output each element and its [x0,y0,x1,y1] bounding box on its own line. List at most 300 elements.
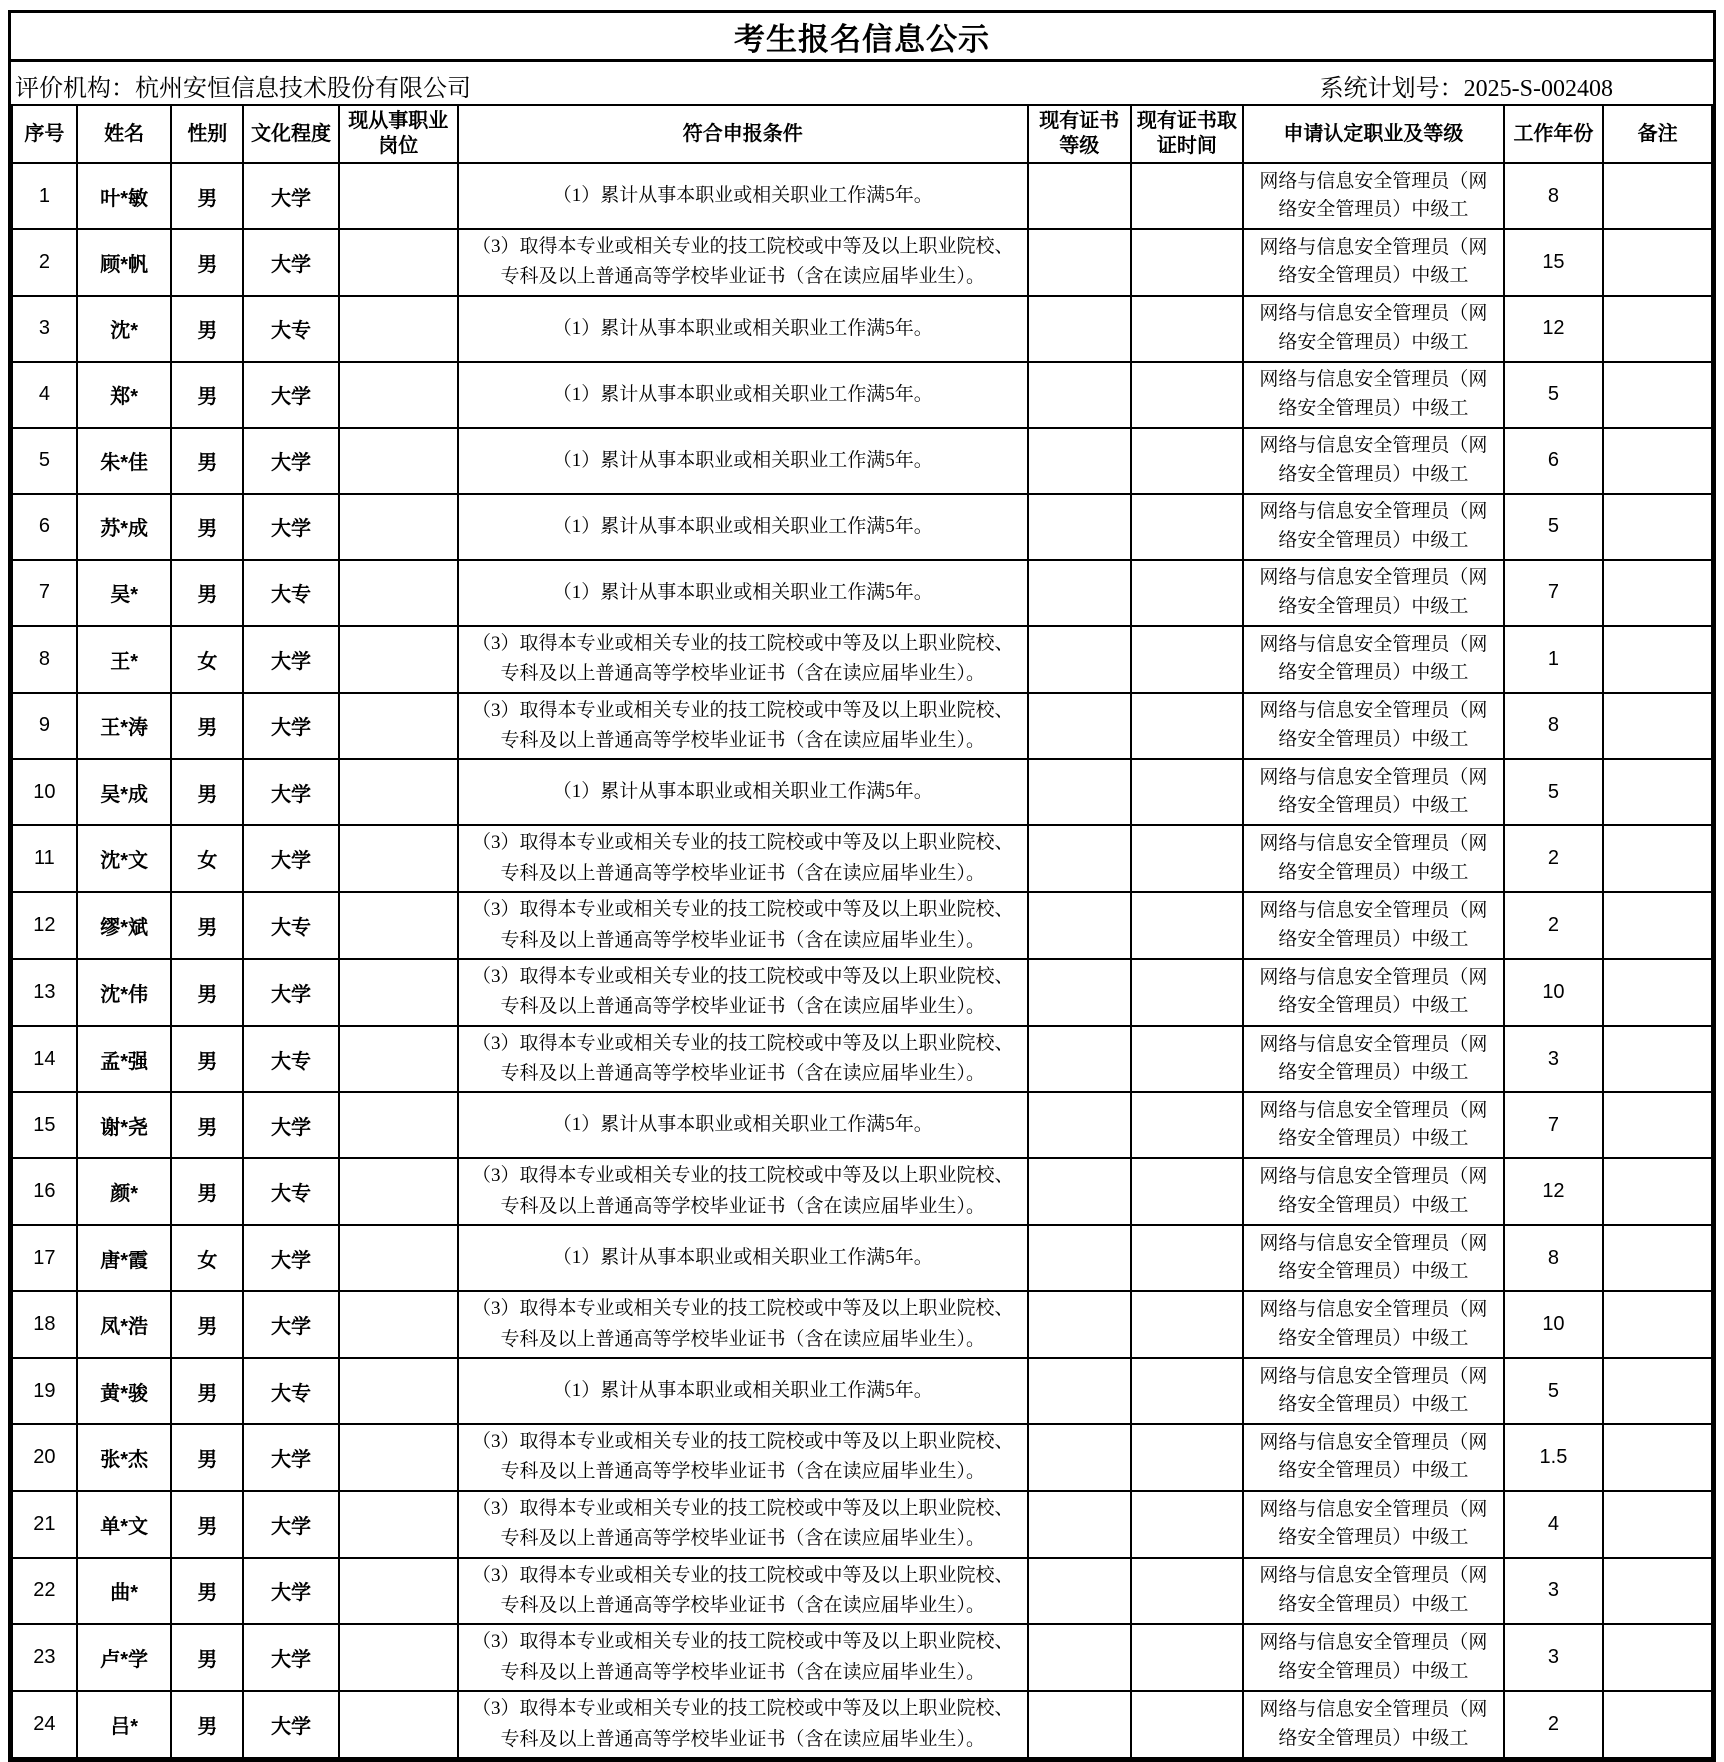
cell-current-position [339,362,458,428]
cell-remarks [1603,1358,1712,1424]
cell-cert-level [1028,1291,1131,1358]
cell-occupation: 网络与信息安全管理员（网络安全管理员）中级工 [1243,494,1503,560]
cell-gender: 男 [171,693,243,760]
table-row [12,1691,1712,1758]
cell-condition: （1）累计从事本职业或相关职业工作满5年。 [458,296,1028,362]
cell-remarks [1603,163,1712,229]
cell-current-position [339,1491,458,1558]
cell-current-position [339,693,458,760]
cell-index: 21 [12,1491,77,1558]
cell-index: 22 [12,1558,77,1625]
subtitle-bar [11,62,1713,104]
cell-condition: （3）取得本专业或相关专业的技工院校或中等及以上职业院校、专科及以上普通高等学校毕业证书（含在读应届毕业生）。 [458,1491,1028,1558]
cell-gender: 男 [171,1558,243,1625]
cell-index: 9 [12,693,77,760]
cell-gender: 男 [171,892,243,959]
cell-condition: （1）累计从事本职业或相关职业工作满5年。 [458,362,1028,428]
cell-occupation: 网络与信息安全管理员（网络安全管理员）中级工 [1243,1026,1503,1093]
cell-cert-level [1028,825,1131,892]
cell-remarks [1603,229,1712,296]
cell-name: 王* [77,626,172,693]
cell-cert-level [1028,560,1131,626]
cell-cert-time [1131,1291,1244,1358]
column-header-education: 文化程度 [243,105,339,163]
cell-index: 18 [12,1291,77,1358]
cell-condition: （1）累计从事本职业或相关职业工作满5年。 [458,1225,1028,1291]
cell-name: 朱*佳 [77,428,172,494]
cell-index: 2 [12,229,77,296]
cell-condition: （3）取得本专业或相关专业的技工院校或中等及以上职业院校、专科及以上普通高等学校毕业证书（含在读应届毕业生）。 [458,229,1028,296]
cell-name: 孟*强 [77,1026,172,1093]
cell-occupation: 网络与信息安全管理员（网络安全管理员）中级工 [1243,1558,1503,1625]
cell-name: 张*杰 [77,1424,172,1491]
cell-cert-time [1131,959,1244,1026]
header-row [12,105,1712,163]
cell-remarks [1603,759,1712,825]
cell-condition: （1）累计从事本职业或相关职业工作满5年。 [458,759,1028,825]
cell-education: 大专 [243,1026,339,1093]
cell-condition: （3）取得本专业或相关专业的技工院校或中等及以上职业院校、专科及以上普通高等学校毕业证书（含在读应届毕业生）。 [458,626,1028,693]
cell-cert-level [1028,362,1131,428]
cell-work-years: 15 [1504,229,1604,296]
cell-occupation: 网络与信息安全管理员（网络安全管理员）中级工 [1243,163,1503,229]
cell-cert-level [1028,1691,1131,1758]
cell-name: 叶*敏 [77,163,172,229]
table-row [12,1026,1712,1093]
cell-index: 6 [12,494,77,560]
cell-name: 吴* [77,560,172,626]
cell-cert-level [1028,1358,1131,1424]
cell-work-years: 4 [1504,1491,1604,1558]
column-header-cert-level: 现有证书等级 [1028,105,1131,163]
cell-work-years: 3 [1504,1624,1604,1691]
cell-gender: 男 [171,428,243,494]
cell-work-years: 1 [1504,626,1604,693]
cell-cert-time [1131,1026,1244,1093]
table-row [12,1291,1712,1358]
cell-cert-level [1028,892,1131,959]
cell-cert-time [1131,693,1244,760]
page-title: 考生报名信息公示 [734,21,990,57]
table-row [12,892,1712,959]
cell-cert-time [1131,825,1244,892]
cell-remarks [1603,959,1712,1026]
table-row [12,163,1712,229]
cell-current-position [339,494,458,560]
cell-index: 5 [12,428,77,494]
cell-current-position [339,163,458,229]
table-row [12,1558,1712,1625]
cell-condition: （3）取得本专业或相关专业的技工院校或中等及以上职业院校、专科及以上普通高等学校毕业证书（含在读应届毕业生）。 [458,1026,1028,1093]
cell-education: 大学 [243,1558,339,1625]
cell-current-position [339,1225,458,1291]
cell-education: 大学 [243,1491,339,1558]
cell-current-position [339,1358,458,1424]
cell-remarks [1603,1291,1712,1358]
cell-condition: （1）累计从事本职业或相关职业工作满5年。 [458,428,1028,494]
cell-occupation: 网络与信息安全管理员（网络安全管理员）中级工 [1243,1491,1503,1558]
cell-current-position [339,1424,458,1491]
cell-cert-time [1131,428,1244,494]
cell-cert-time [1131,1491,1244,1558]
cell-index: 17 [12,1225,77,1291]
cell-current-position [339,1691,458,1758]
cell-work-years: 5 [1504,494,1604,560]
cell-remarks [1603,560,1712,626]
cell-name: 凤*浩 [77,1291,172,1358]
cell-index: 1 [12,163,77,229]
cell-current-position [339,1558,458,1625]
table-row [12,759,1712,825]
registration-table [11,104,1713,1759]
cell-work-years: 2 [1504,825,1604,892]
cell-name: 卢*学 [77,1624,172,1691]
cell-work-years: 7 [1504,1092,1604,1158]
cell-remarks [1603,296,1712,362]
table-row [12,494,1712,560]
cell-occupation: 网络与信息安全管理员（网络安全管理员）中级工 [1243,892,1503,959]
table-row [12,229,1712,296]
table-header [12,105,1712,163]
cell-index: 20 [12,1424,77,1491]
cell-cert-level [1028,1558,1131,1625]
cell-remarks [1603,428,1712,494]
cell-occupation: 网络与信息安全管理员（网络安全管理员）中级工 [1243,1624,1503,1691]
cell-work-years: 8 [1504,693,1604,760]
cell-work-years: 1.5 [1504,1424,1604,1491]
cell-work-years: 10 [1504,959,1604,1026]
cell-cert-level [1028,296,1131,362]
cell-work-years: 5 [1504,362,1604,428]
cell-current-position [339,959,458,1026]
column-header-index: 序号 [12,105,77,163]
cell-work-years: 7 [1504,560,1604,626]
title-bar [11,13,1713,62]
cell-condition: （3）取得本专业或相关专业的技工院校或中等及以上职业院校、专科及以上普通高等学校毕业证书（含在读应届毕业生）。 [458,825,1028,892]
cell-work-years: 12 [1504,1158,1604,1225]
cell-gender: 男 [171,1358,243,1424]
cell-condition: （3）取得本专业或相关专业的技工院校或中等及以上职业院校、专科及以上普通高等学校毕业证书（含在读应届毕业生）。 [458,1558,1028,1625]
cell-current-position [339,229,458,296]
cell-work-years: 5 [1504,1358,1604,1424]
cell-education: 大专 [243,1358,339,1424]
cell-gender: 男 [171,1158,243,1225]
cell-name: 缪*斌 [77,892,172,959]
cell-cert-time [1131,1424,1244,1491]
cell-index: 3 [12,296,77,362]
cell-education: 大学 [243,1691,339,1758]
cell-name: 单*文 [77,1491,172,1558]
cell-occupation: 网络与信息安全管理员（网络安全管理员）中级工 [1243,560,1503,626]
cell-occupation: 网络与信息安全管理员（网络安全管理员）中级工 [1243,626,1503,693]
table-row [12,626,1712,693]
cell-gender: 女 [171,1225,243,1291]
cell-current-position [339,1026,458,1093]
cell-work-years: 2 [1504,892,1604,959]
cell-condition: （1）累计从事本职业或相关职业工作满5年。 [458,494,1028,560]
table-row [12,959,1712,1026]
cell-name: 曲* [77,1558,172,1625]
cell-current-position [339,428,458,494]
table-row [12,1225,1712,1291]
cell-current-position [339,296,458,362]
cell-work-years: 8 [1504,1225,1604,1291]
cell-condition: （1）累计从事本职业或相关职业工作满5年。 [458,1092,1028,1158]
column-header-work-years: 工作年份 [1504,105,1604,163]
column-header-current-position: 现从事职业岗位 [339,105,458,163]
cell-cert-time [1131,229,1244,296]
cell-remarks [1603,1092,1712,1158]
cell-index: 8 [12,626,77,693]
cell-cert-level [1028,759,1131,825]
table-row [12,1424,1712,1491]
cell-education: 大学 [243,229,339,296]
cell-work-years: 12 [1504,296,1604,362]
table-row [12,1491,1712,1558]
cell-remarks [1603,626,1712,693]
cell-occupation: 网络与信息安全管理员（网络安全管理员）中级工 [1243,296,1503,362]
cell-index: 24 [12,1691,77,1758]
cell-education: 大学 [243,959,339,1026]
cell-occupation: 网络与信息安全管理员（网络安全管理员）中级工 [1243,1225,1503,1291]
cell-remarks [1603,1691,1712,1758]
cell-education: 大学 [243,1424,339,1491]
cell-education: 大学 [243,626,339,693]
cell-cert-time [1131,1358,1244,1424]
cell-gender: 男 [171,759,243,825]
table-row [12,560,1712,626]
cell-condition: （3）取得本专业或相关专业的技工院校或中等及以上职业院校、专科及以上普通高等学校毕业证书（含在读应届毕业生）。 [458,1158,1028,1225]
cell-name: 王*涛 [77,693,172,760]
cell-condition: （3）取得本专业或相关专业的技工院校或中等及以上职业院校、专科及以上普通高等学校毕业证书（含在读应届毕业生）。 [458,1291,1028,1358]
cell-gender: 男 [171,1491,243,1558]
cell-cert-time [1131,626,1244,693]
cell-remarks [1603,494,1712,560]
cell-condition: （3）取得本专业或相关专业的技工院校或中等及以上职业院校、专科及以上普通高等学校毕业证书（含在读应届毕业生）。 [458,892,1028,959]
cell-name: 黄*骏 [77,1358,172,1424]
cell-name: 吕* [77,1691,172,1758]
cell-cert-time [1131,362,1244,428]
cell-cert-time [1131,1092,1244,1158]
cell-current-position [339,1158,458,1225]
table-row [12,362,1712,428]
cell-remarks [1603,1624,1712,1691]
column-header-occupation: 申请认定职业及等级 [1243,105,1503,163]
cell-remarks [1603,1491,1712,1558]
cell-cert-time [1131,494,1244,560]
cell-cert-time [1131,1558,1244,1625]
cell-index: 19 [12,1358,77,1424]
cell-remarks [1603,362,1712,428]
cell-gender: 男 [171,163,243,229]
cell-occupation: 网络与信息安全管理员（网络安全管理员）中级工 [1243,362,1503,428]
table-row [12,825,1712,892]
cell-education: 大学 [243,494,339,560]
cell-current-position [339,825,458,892]
cell-education: 大学 [243,1092,339,1158]
cell-work-years: 3 [1504,1026,1604,1093]
cell-remarks [1603,1225,1712,1291]
cell-cert-level [1028,229,1131,296]
table-row [12,296,1712,362]
cell-cert-level [1028,428,1131,494]
cell-remarks [1603,825,1712,892]
cell-cert-level [1028,1424,1131,1491]
cell-cert-level [1028,163,1131,229]
cell-index: 15 [12,1092,77,1158]
cell-current-position [339,759,458,825]
column-header-condition: 符合申报条件 [458,105,1028,163]
table-body [12,163,1712,1758]
cell-cert-time [1131,759,1244,825]
cell-work-years: 8 [1504,163,1604,229]
cell-remarks [1603,1026,1712,1093]
cell-cert-time [1131,1158,1244,1225]
cell-work-years: 6 [1504,428,1604,494]
cell-occupation: 网络与信息安全管理员（网络安全管理员）中级工 [1243,1291,1503,1358]
cell-gender: 女 [171,825,243,892]
cell-occupation: 网络与信息安全管理员（网络安全管理员）中级工 [1243,1092,1503,1158]
cell-work-years: 5 [1504,759,1604,825]
cell-name: 顾*帆 [77,229,172,296]
system-plan-number: 系统计划号：2025-S-002408 [1319,75,1613,102]
cell-gender: 男 [171,1624,243,1691]
cell-education: 大学 [243,759,339,825]
table-row [12,1358,1712,1424]
cell-cert-level [1028,626,1131,693]
cell-education: 大专 [243,296,339,362]
cell-index: 12 [12,892,77,959]
cell-name: 沈*文 [77,825,172,892]
cell-cert-level [1028,1026,1131,1093]
cell-occupation: 网络与信息安全管理员（网络安全管理员）中级工 [1243,825,1503,892]
cell-name: 苏*成 [77,494,172,560]
cell-education: 大学 [243,1624,339,1691]
cell-index: 13 [12,959,77,1026]
cell-work-years: 3 [1504,1558,1604,1625]
cell-condition: （3）取得本专业或相关专业的技工院校或中等及以上职业院校、专科及以上普通高等学校毕业证书（含在读应届毕业生）。 [458,1691,1028,1758]
cell-education: 大学 [243,1225,339,1291]
cell-index: 11 [12,825,77,892]
cell-gender: 女 [171,626,243,693]
cell-cert-time [1131,296,1244,362]
cell-occupation: 网络与信息安全管理员（网络安全管理员）中级工 [1243,959,1503,1026]
cell-cert-time [1131,163,1244,229]
cell-index: 23 [12,1624,77,1691]
column-header-name: 姓名 [77,105,172,163]
cell-education: 大学 [243,825,339,892]
cell-name: 谢*尧 [77,1092,172,1158]
table-row [12,428,1712,494]
cell-work-years: 2 [1504,1691,1604,1758]
cell-cert-level [1028,1225,1131,1291]
cell-education: 大学 [243,1291,339,1358]
table-row [12,693,1712,760]
cell-cert-level [1028,959,1131,1026]
cell-cert-time [1131,892,1244,959]
cell-education: 大专 [243,892,339,959]
cell-education: 大学 [243,428,339,494]
cell-occupation: 网络与信息安全管理员（网络安全管理员）中级工 [1243,759,1503,825]
cell-current-position [339,1624,458,1691]
cell-name: 唐*霞 [77,1225,172,1291]
column-header-cert-time: 现有证书取证时间 [1131,105,1244,163]
cell-occupation: 网络与信息安全管理员（网络安全管理员）中级工 [1243,428,1503,494]
cell-gender: 男 [171,362,243,428]
cell-name: 颜* [77,1158,172,1225]
cell-current-position [339,1291,458,1358]
cell-name: 沈* [77,296,172,362]
cell-occupation: 网络与信息安全管理员（网络安全管理员）中级工 [1243,1691,1503,1758]
evaluation-agency-label: 评价机构：杭州安恒信息技术股份有限公司 [15,75,471,102]
cell-gender: 男 [171,1291,243,1358]
cell-education: 大学 [243,693,339,760]
cell-remarks [1603,892,1712,959]
cell-current-position [339,892,458,959]
cell-work-years: 10 [1504,1291,1604,1358]
cell-cert-level [1028,1491,1131,1558]
cell-gender: 男 [171,959,243,1026]
cell-gender: 男 [171,1026,243,1093]
cell-condition: （3）取得本专业或相关专业的技工院校或中等及以上职业院校、专科及以上普通高等学校毕业证书（含在读应届毕业生）。 [458,693,1028,760]
cell-gender: 男 [171,1424,243,1491]
cell-cert-level [1028,1092,1131,1158]
cell-education: 大学 [243,362,339,428]
cell-condition: （1）累计从事本职业或相关职业工作满5年。 [458,163,1028,229]
cell-gender: 男 [171,229,243,296]
column-header-remarks: 备注 [1603,105,1712,163]
cell-index: 14 [12,1026,77,1093]
cell-condition: （1）累计从事本职业或相关职业工作满5年。 [458,1358,1028,1424]
cell-remarks [1603,693,1712,760]
cell-occupation: 网络与信息安全管理员（网络安全管理员）中级工 [1243,1358,1503,1424]
cell-occupation: 网络与信息安全管理员（网络安全管理员）中级工 [1243,693,1503,760]
cell-index: 7 [12,560,77,626]
cell-cert-level [1028,1624,1131,1691]
cell-cert-level [1028,494,1131,560]
cell-education: 大学 [243,163,339,229]
cell-education: 大专 [243,560,339,626]
cell-current-position [339,560,458,626]
cell-name: 吴*成 [77,759,172,825]
cell-current-position [339,1092,458,1158]
cell-remarks [1603,1158,1712,1225]
cell-gender: 男 [171,494,243,560]
cell-name: 郑* [77,362,172,428]
cell-condition: （3）取得本专业或相关专业的技工院校或中等及以上职业院校、专科及以上普通高等学校毕业证书（含在读应届毕业生）。 [458,959,1028,1026]
table-row [12,1158,1712,1225]
cell-remarks [1603,1424,1712,1491]
cell-gender: 男 [171,1691,243,1758]
cell-occupation: 网络与信息安全管理员（网络安全管理员）中级工 [1243,229,1503,296]
cell-cert-level [1028,693,1131,760]
cell-occupation: 网络与信息安全管理员（网络安全管理员）中级工 [1243,1158,1503,1225]
cell-name: 沈*伟 [77,959,172,1026]
cell-cert-time [1131,1624,1244,1691]
cell-cert-time [1131,1225,1244,1291]
cell-gender: 男 [171,296,243,362]
column-header-gender: 性别 [171,105,243,163]
cell-index: 4 [12,362,77,428]
registration-sheet [8,10,1716,1762]
cell-education: 大专 [243,1158,339,1225]
cell-condition: （1）累计从事本职业或相关职业工作满5年。 [458,560,1028,626]
cell-gender: 男 [171,1092,243,1158]
cell-cert-level [1028,1158,1131,1225]
cell-condition: （3）取得本专业或相关专业的技工院校或中等及以上职业院校、专科及以上普通高等学校毕业证书（含在读应届毕业生）。 [458,1624,1028,1691]
cell-remarks [1603,1558,1712,1625]
cell-index: 16 [12,1158,77,1225]
